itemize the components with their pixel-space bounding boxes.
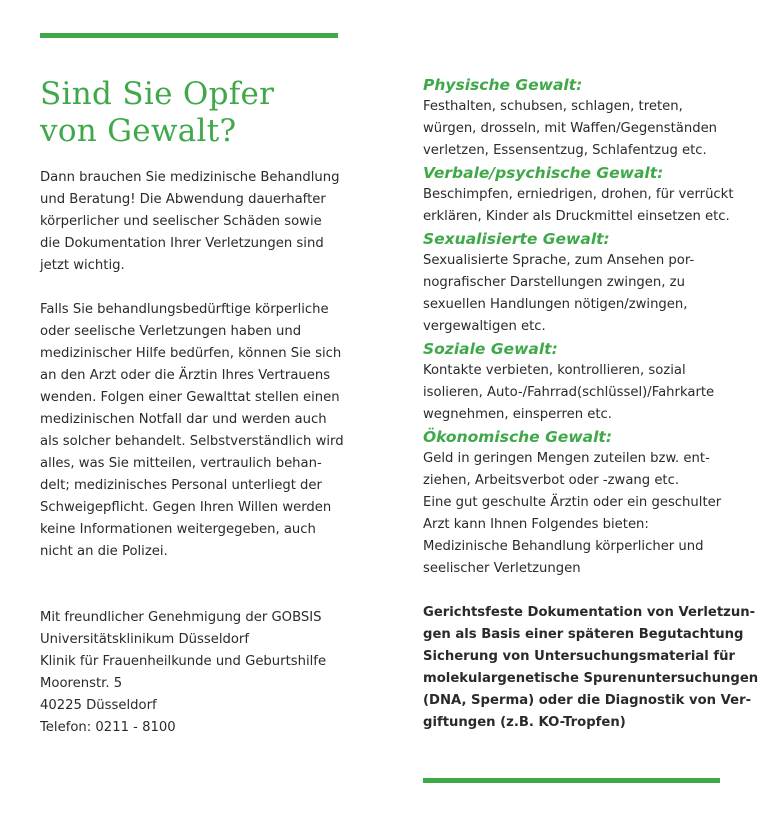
text-line: Medizinische Behandlung körperlicher und bbox=[423, 539, 704, 554]
section-heading: Soziale Gewalt: bbox=[423, 340, 558, 358]
section-heading: Sexualisierte Gewalt: bbox=[423, 230, 610, 248]
text-line: Sexualisierte Sprache, zum Ansehen por- bbox=[423, 253, 695, 268]
title-line: von Gewalt? bbox=[40, 113, 237, 149]
text-line: erklären, Kinder als Druckmittel einsetzen etc. bbox=[423, 209, 730, 224]
text-line: medizinischer Hilfe bedürfen, können Sie sich bbox=[40, 346, 342, 361]
service-line: molekulargenetische Spurenuntersuchungen bbox=[423, 671, 759, 686]
text-line: alles, was Sie mitteilen, vertraulich behan- bbox=[40, 456, 322, 471]
contact-line: 40225 Düsseldorf bbox=[40, 698, 157, 713]
text-line: und Beratung! Die Abwendung dauerhafter bbox=[40, 192, 326, 207]
contact-line: Klinik für Frauenheilkunde und Geburtshilfe bbox=[40, 654, 327, 669]
text-line: Eine gut geschulte Ärztin oder ein geschulter bbox=[423, 495, 722, 510]
text-line: an den Arzt oder die Ärztin Ihres Vertrauens bbox=[40, 368, 331, 383]
section-sexual-violence bbox=[423, 228, 728, 338]
text-line: delt; medizinisches Personal unterliegt der bbox=[40, 478, 322, 493]
bottom-accent-bar bbox=[423, 778, 720, 783]
text-line: isolieren, Auto-/Fahrrad(schlüssel)/Fahrkarte bbox=[423, 385, 715, 400]
text-line: die Dokumentation Ihrer Verletzungen sind bbox=[40, 236, 324, 251]
text-line: sexuellen Handlungen nötigen/zwingen, bbox=[423, 297, 688, 312]
page-title bbox=[40, 76, 345, 150]
section-text bbox=[423, 448, 728, 580]
section-text bbox=[423, 96, 728, 162]
text-line: Arzt kann Ihnen Folgendes bieten: bbox=[423, 517, 649, 532]
intro-paragraph bbox=[40, 167, 345, 277]
service-line: Sicherung von Untersuchungsmaterial für bbox=[423, 649, 736, 664]
section-text bbox=[423, 250, 728, 338]
text-line: nografischer Darstellungen zwingen, zu bbox=[423, 275, 685, 290]
text-line: ziehen, Arbeitsverbot oder -zwang etc. bbox=[423, 473, 680, 488]
text-line: nicht an die Polizei. bbox=[40, 544, 168, 559]
text-line: würgen, drosseln, mit Waffen/Gegenständen bbox=[423, 121, 718, 136]
section-economic-violence bbox=[423, 426, 728, 580]
text-line: Kontakte verbieten, kontrollieren, sozial bbox=[423, 363, 686, 378]
text-line: Beschimpfen, erniedrigen, drohen, für verrückt bbox=[423, 187, 734, 202]
section-physical-violence bbox=[423, 74, 728, 162]
service-line: Gerichtsfeste Dokumentation von Verletzun- bbox=[423, 605, 756, 620]
service-line: giftungen (z.B. KO-Tropfen) bbox=[423, 715, 626, 730]
text-line: oder seelische Verletzungen haben und bbox=[40, 324, 302, 339]
text-line: Geld in geringen Mengen zuteilen bzw. ent- bbox=[423, 451, 710, 466]
contact-phone: Telefon: 0211 - 8100 bbox=[40, 720, 176, 735]
section-text bbox=[423, 360, 728, 426]
section-heading: Ökonomische Gewalt: bbox=[423, 428, 613, 446]
contact-line: Universitätsklinikum Düsseldorf bbox=[40, 632, 249, 647]
text-line: Dann brauchen Sie medizinische Behandlung bbox=[40, 170, 340, 185]
section-heading: Verbale/psychische Gewalt: bbox=[423, 164, 664, 182]
service-line: (DNA, Sperma) oder die Diagnostik von Ver- bbox=[423, 693, 752, 708]
text-line: seelischer Verletzungen bbox=[423, 561, 581, 576]
contact-line: Moorenstr. 5 bbox=[40, 676, 123, 691]
right-column bbox=[423, 74, 759, 734]
section-verbal-violence bbox=[423, 162, 734, 228]
text-line: medizinischen Notfall dar und werden auch bbox=[40, 412, 327, 427]
contact-block bbox=[40, 607, 345, 739]
text-line: wegnehmen, einsperren etc. bbox=[423, 407, 613, 422]
section-heading: Physische Gewalt: bbox=[423, 76, 583, 94]
title-line: Sind Sie Opfer bbox=[40, 76, 275, 112]
text-line: Falls Sie behandlungsbedürftige körperliche bbox=[40, 302, 329, 317]
text-line: keine Informationen weitergegeben, auch bbox=[40, 522, 316, 537]
contact-line: Mit freundlicher Genehmigung der GOBSIS bbox=[40, 610, 322, 625]
text-line: körperlicher und seelischer Schäden sowie bbox=[40, 214, 322, 229]
text-line: als solcher behandelt. Selbstverständlich wird bbox=[40, 434, 344, 449]
section-social-violence bbox=[423, 338, 728, 426]
text-line: jetzt wichtig. bbox=[40, 258, 125, 273]
text-line: verletzen, Essensentzug, Schlafentzug etc. bbox=[423, 143, 707, 158]
conditions-paragraph bbox=[40, 299, 345, 563]
service-line: gen als Basis einer späteren Begutachtung bbox=[423, 627, 744, 642]
services-list bbox=[423, 602, 759, 734]
text-line: Schweigepflicht. Gegen Ihren Willen werden bbox=[40, 500, 332, 515]
text-line: Festhalten, schubsen, schlagen, treten, bbox=[423, 99, 683, 114]
top-accent-bar bbox=[40, 33, 338, 38]
section-text bbox=[423, 184, 734, 228]
left-column bbox=[40, 76, 345, 739]
text-line: vergewaltigen etc. bbox=[423, 319, 546, 334]
text-line: wenden. Folgen einer Gewalttat stellen einen bbox=[40, 390, 340, 405]
